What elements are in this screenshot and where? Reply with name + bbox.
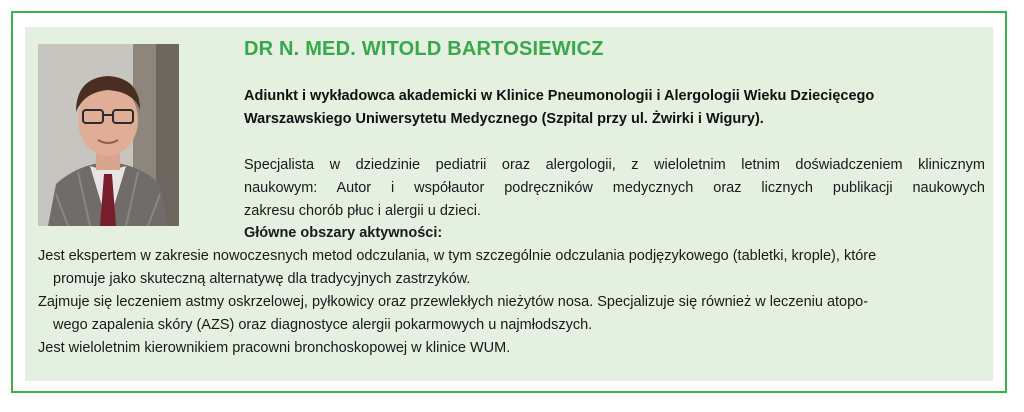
activity-line: Jest ekspertem w zakresie nowoczesnych metod odczulania, w tym szczególnie odczulania podjęzykowego (tabletki, krople), które [38, 248, 877, 264]
position-description [244, 85, 964, 131]
intro-line: naukowym: Autor i współautor podręczników medycznych oraz licznych publikacji naukowych [244, 180, 985, 196]
intro-paragraph [244, 154, 985, 223]
doctor-name: DR N. MED. WITOLD BARTOSIEWICZ [244, 38, 604, 60]
intro-line: zakresu chorób płuc i alergii u dzieci. [244, 203, 481, 219]
activity-line: Jest wieloletnim kierownikiem pracowni bronchoskopowej w klinice WUM. [38, 340, 511, 356]
activity-areas [38, 245, 988, 360]
portrait-photo [38, 44, 179, 226]
activity-line: wego zapalenia skóry (AZS) oraz diagnostyce alergii pokarmowych u najmłodszych. [53, 317, 593, 333]
position-line: Adiunkt i wykładowca akademicki w Klinice Pneumonologii i Alergologii Wieku Dziecięcego [244, 88, 875, 104]
activity-line: promuje jako skuteczną alternatywę dla tradycyjnych zastrzyków. [53, 271, 471, 287]
position-line: Warszawskiego Uniwersytetu Medycznego (Szpital przy ul. Żwirki i Wigury). [244, 111, 764, 127]
activity-line: Zajmuje się leczeniem astmy oskrzelowej, pyłkowicy oraz przewlekłych nieżytów nosa. Specjalizuje się również w leczeniu atopo- [38, 294, 869, 310]
intro-line: Specjalista w dziedzinie pediatrii oraz alergologii, z wieloletnim letnim doświadczeniem klinicznym [244, 157, 985, 173]
areas-heading: Główne obszary aktywności: [244, 225, 443, 241]
